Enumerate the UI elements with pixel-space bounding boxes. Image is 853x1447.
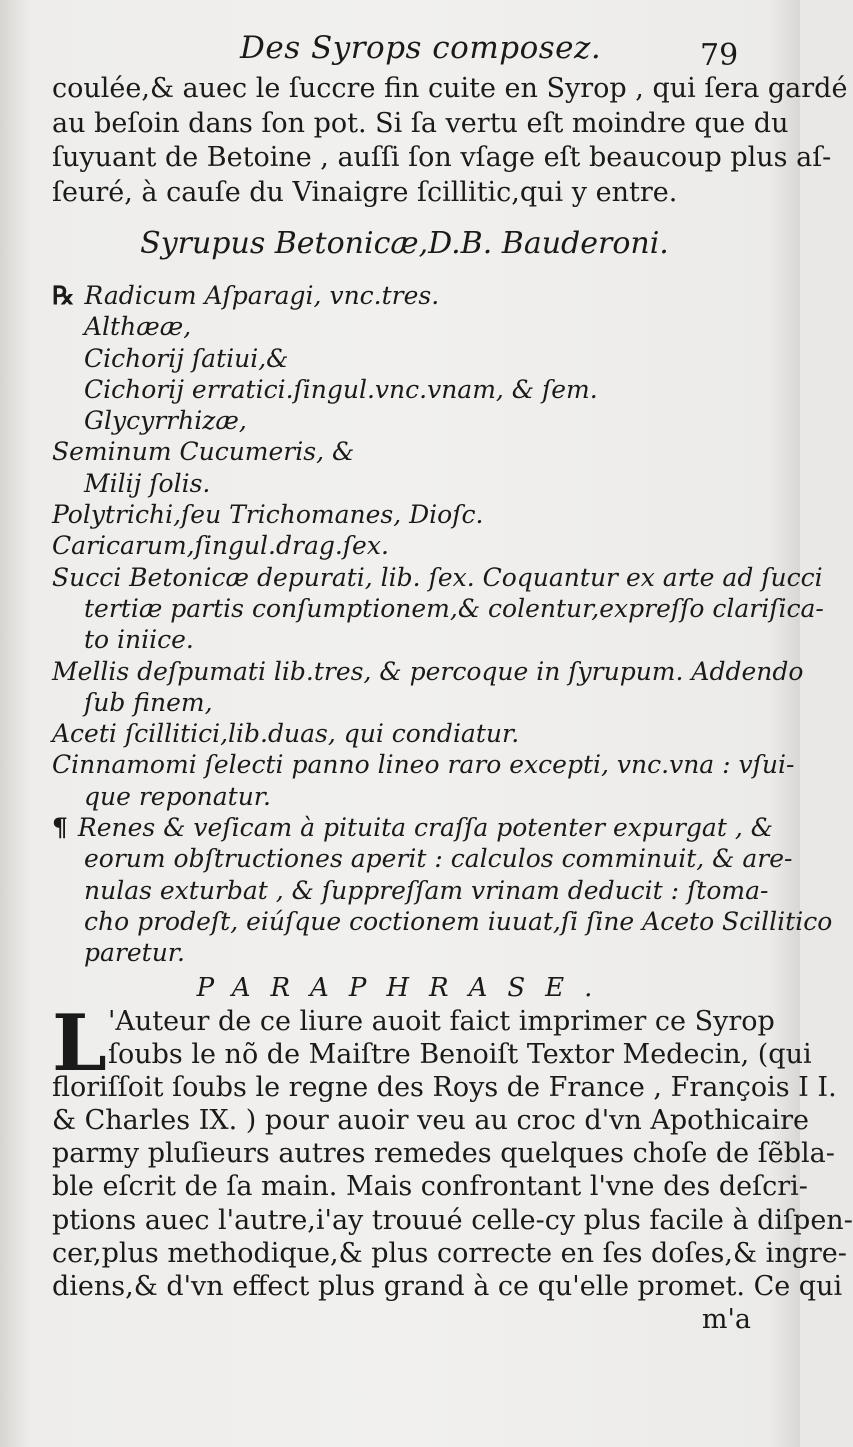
virtues-line: eorum obſtructiones aperit : calculos comminuit, & are-	[84, 844, 793, 874]
paraphrase-line: ptions auec l'autre,i'ay trouué celle-cy plus facile à diſpen-	[52, 1204, 853, 1236]
paraphrase-line: cer,plus methodique,& plus correcte en ſes doſes,& ingre-	[52, 1237, 847, 1269]
recipe-body	[52, 280, 833, 969]
recipe-line: to iniice.	[84, 625, 194, 655]
intro-line: au beſoin dans ſon pot. Si ſa vertu eſt moindre que du	[52, 107, 789, 139]
recipe-line: que reponatur.	[84, 781, 271, 811]
recipe-line: Mellis deſpumati lib.tres, & percoque in ſyrupum. Addendo	[52, 656, 804, 686]
paraphrase-line: diens,& d'vn effect plus grand à ce qu'elle promet. Ce qui	[52, 1271, 843, 1303]
virtues-line: cho prodeſt, eiúſque coctionem iuuat,ſi ſine Aceto Scillitico	[84, 906, 833, 936]
page-number: 79	[700, 38, 739, 73]
paraphrase-line: ſoubs le nõ de Maiſtre Benoiſt Textor Medecin, (qui	[108, 1038, 812, 1070]
recipe-line: tertiæ partis conſumptionem,& colentur,expreſſo clariſica-	[84, 593, 824, 623]
drop-cap: L	[52, 997, 107, 1089]
paraphrase-line: & Charles IX. ) pour auoir veu au croc d'vn Apothicaire	[52, 1105, 810, 1137]
catchword: m'a	[701, 1304, 751, 1336]
recipe-line: Cichorij ſatiui,&	[84, 343, 289, 373]
paraphrase-paragraph	[52, 997, 853, 1337]
recipe-line: Polytrichi,ſeu Trichomanes, Dioſc.	[52, 500, 484, 530]
recipe-symbol: ℞	[52, 281, 75, 310]
recipe-line: Succi Betonicæ depurati, lib. ſex. Coquantur ex arte ad ſucci	[52, 562, 823, 592]
recipe-line: Althææ,	[84, 312, 192, 342]
recipe-line: Milij ſolis.	[84, 468, 211, 498]
recipe-line: Radicum Aſparagi, vnc.tres.	[84, 281, 440, 310]
intro-line: ſeuré, à cauſe du Vinaigre ſcillitic,qui y entre.	[52, 176, 678, 208]
recipe-line: Glycyrrhizæ,	[84, 406, 247, 436]
virtues-line: nulas exturbat , & ſuppreſſam vrinam deducit : ſtoma-	[84, 875, 769, 905]
virtues-line: Renes & veſicam à pituita craſſa potenter expurgat , &	[77, 813, 773, 843]
running-head-title: Des Syrops composez.	[240, 30, 602, 66]
recipe-line: Cichorij erratici.ſingul.vnc.vnam, & ſem.	[84, 374, 598, 404]
recipe-line: ſub finem,	[84, 687, 213, 717]
paraphrase-line: 'Auteur de ce liure auoit faict imprimer ce Syrop	[108, 1005, 775, 1037]
recipe-title: Syrupus Betonicæ,D.B. Bauderoni.	[140, 226, 669, 261]
intro-line: coulée,& auec le ſuccre fin cuite en Syrop , qui ſera gardé	[52, 73, 848, 104]
paraphrase-line: parmy pluſieurs autres remedes quelques choſe de ſẽbla-	[52, 1138, 835, 1170]
paraphrase-heading: PARAPHRASE.	[196, 972, 613, 1003]
recipe-line: Cinnamomi ſelecti panno lineo raro excepti, vnc.vna : vſui-	[52, 750, 795, 780]
paraphrase-line: ble eſcrit de ſa main. Mais confrontant l'vne des deſcri-	[52, 1171, 808, 1203]
intro-line: ſuyuant de Betoine , auſſi ſon vſage eſt beaucoup plus aſ-	[52, 142, 832, 173]
running-head	[0, 26, 800, 76]
text-block	[52, 72, 853, 1336]
virtues-line: paretur.	[84, 938, 185, 968]
pilcrow: ¶	[52, 813, 68, 843]
recipe-line: Caricarum,ſingul.drag.ſex.	[52, 531, 389, 561]
paraphrase-line: floriſſoit ſoubs le regne des Roys de France , François I I.	[52, 1071, 837, 1103]
recipe-line: Seminum Cucumeris, &	[52, 437, 355, 467]
recipe-line: Aceti ſcillitici,lib.duas, qui condiatur.	[52, 719, 520, 749]
